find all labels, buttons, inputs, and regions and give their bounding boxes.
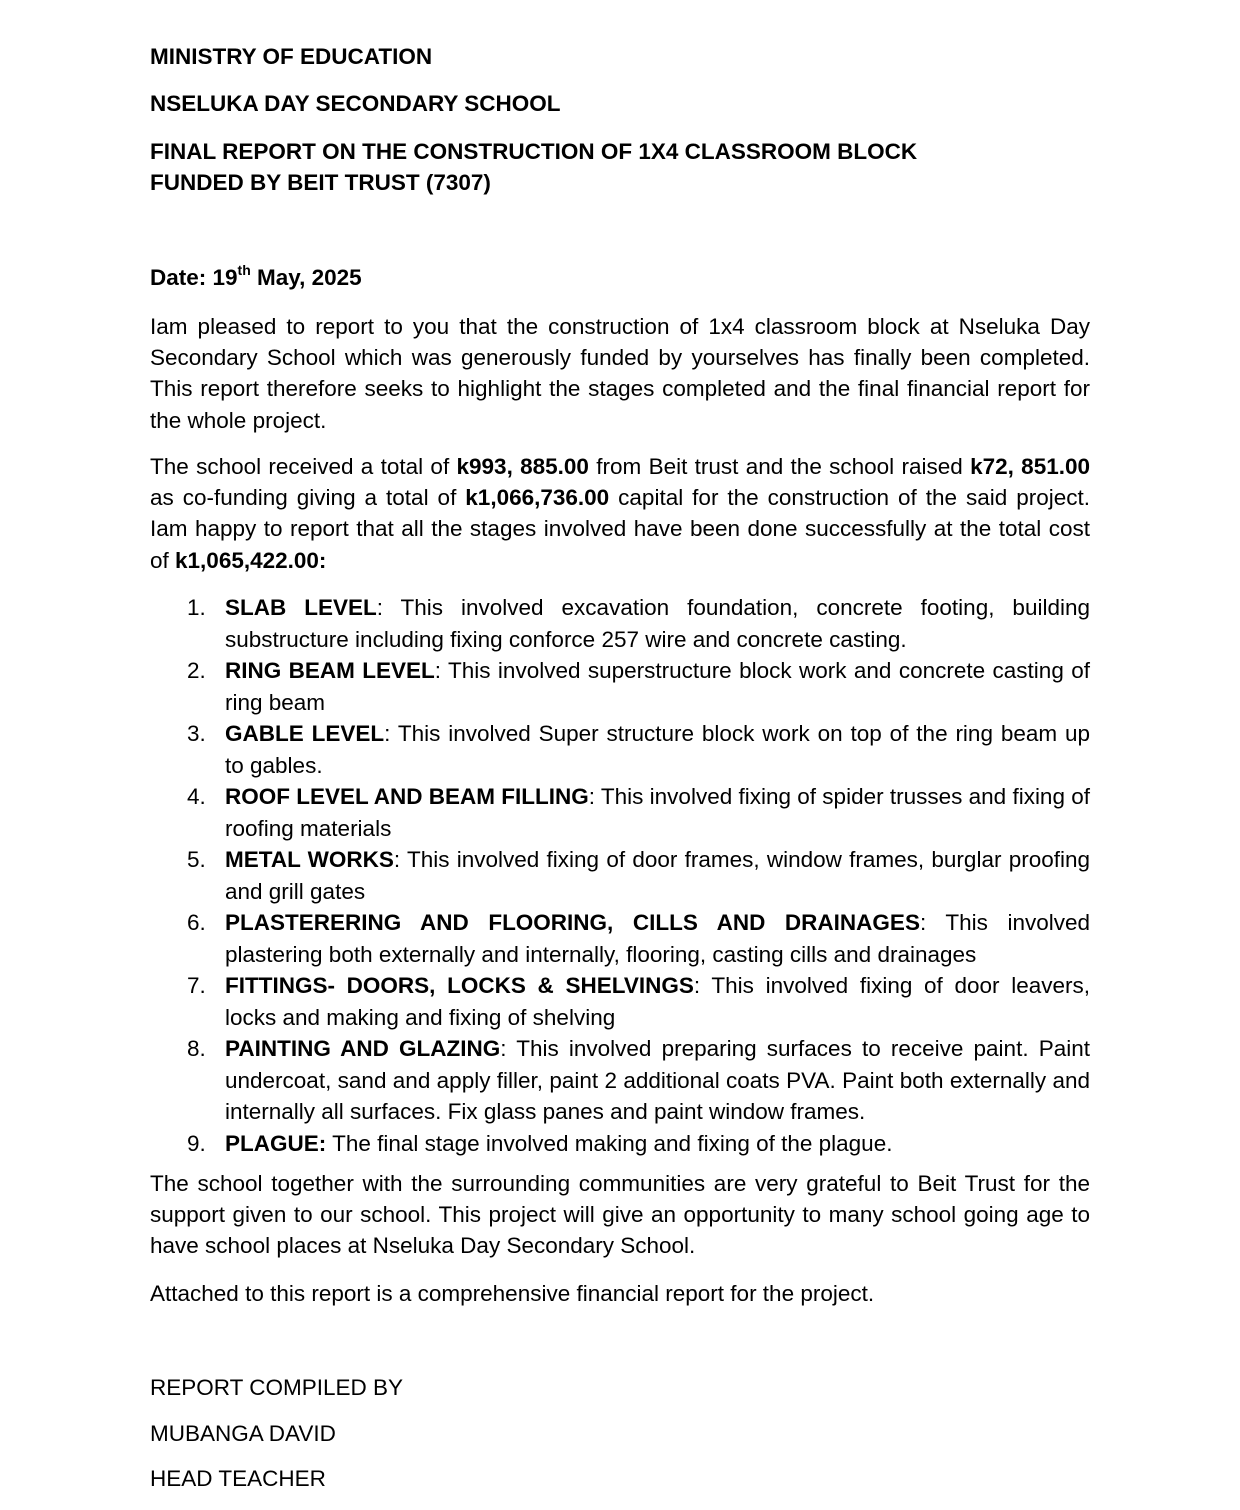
stage-title: FITTINGS- DOORS, LOCKS & SHELVINGS [225,973,694,998]
funding-text-4: capital for the construction of the said project. Iam happy to report that all the stages involved have been done successfully at the total cost of [150,485,1090,573]
attachment-note: Attached to this report is a comprehensive financial report for the project. [150,1281,875,1306]
stage-description: The final stage involved making and fixing of the plague. [326,1130,893,1156]
stage-number: 4. [187,784,206,809]
date-label: Date: 19 [150,265,238,290]
stage-description: : This involved preparing surfaces to receive paint. Paint undercoat, sand and apply filler, paint 2 additional coats PVA. Paint both externally and internally all surfaces. Fix glass panes and paint window frames. [225,1036,1090,1124]
stage-number: 7. [187,973,206,998]
stage-description: : This involved superstructure block work and concrete casting of ring beam [225,658,1090,715]
stage-description: : This involved fixing of door frames, window frames, burglar proofing and grill gates [225,847,1091,904]
report-title-line-1: FINAL REPORT ON THE CONSTRUCTION OF 1X4 CLASSROOM BLOCK [150,139,918,164]
compiler-name: MUBANGA DAVID [150,1421,336,1446]
stage-number: 3. [187,721,206,746]
list-item [150,844,1090,907]
stage-description: : This involved excavation foundation, concrete footing, building substructure including fixing conforce 257 wire and concrete casting. [225,595,1090,652]
stage-title: PAINTING AND GLAZING [225,1036,501,1061]
date-rest: May, 2025 [250,265,362,290]
stage-description: : This involved plastering both externally and internally, flooring, casting cills and drainages [225,910,1091,967]
report-date [150,262,362,293]
amount-cofunding: k72, 851.00 [970,454,1090,479]
stage-number: 6. [187,910,206,935]
stage-number: 1. [187,595,206,620]
list-item [150,1033,1090,1128]
list-item [150,592,1090,655]
funding-paragraph [150,451,1090,576]
school-heading: NSELUKA DAY SECONDARY SCHOOL [150,91,561,116]
amount-total-cost: k1,065,422.00: [175,547,327,573]
stage-title: METAL WORKS [225,847,394,872]
compiler-position: HEAD TEACHER [150,1466,326,1491]
stage-number: 9. [187,1130,206,1156]
funding-text-3: as co-funding giving a total of [150,485,466,511]
date-ordinal-suffix: th [237,261,251,278]
list-item [150,655,1090,718]
list-item [150,718,1090,781]
funding-text-1: The school received a total of [150,454,457,479]
stage-description: : This involved Super structure block work on top of the ring beam up to gables. [225,721,1090,778]
gratitude-paragraph: The school together with the surrounding communities are very grateful to Beit Trust for the support given to our school. This project will give an opportunity to many school going age to have school places at Nseluka Day Secondary School. [150,1171,1090,1259]
intro-paragraph: Iam pleased to report to you that the construction of 1x4 classroom block at Nseluka Day Secondary School which was generously funded by yourselves has finally been completed. This report therefore seeks to highlight the stages completed and the final financial report for the whole project. [150,314,1090,433]
funding-text-2: from Beit trust and the school raised [588,454,971,479]
ministry-heading: MINISTRY OF EDUCATION [150,44,433,69]
stage-title: ROOF LEVEL AND BEAM FILLING [225,784,589,809]
stage-title: PLAGUE: [225,1130,327,1156]
construction-stages-list [150,592,1090,1159]
stage-title: SLAB LEVEL [225,595,377,620]
list-item [150,781,1090,844]
report-title-line-2: FUNDED BY BEIT TRUST (7307) [150,170,491,195]
amount-total-capital: k1,066,736.00 [465,485,610,511]
stage-title: RING BEAM LEVEL [225,658,435,683]
stage-title: PLASTERERING AND FLOORING, CILLS AND DRAINAGES [225,910,920,935]
stage-description: : This involved fixing of door leavers, locks and making and fixing of shelving [225,973,1090,1030]
list-item [150,1128,1090,1160]
compiled-by-label: REPORT COMPILED BY [150,1375,403,1400]
list-item [150,970,1090,1033]
stage-number: 5. [187,847,206,872]
list-item [150,907,1090,970]
stage-number: 2. [187,658,206,683]
stage-number: 8. [187,1036,206,1061]
amount-beit-trust: k993, 885.00 [456,454,589,479]
stage-title: GABLE LEVEL [225,721,385,746]
stage-description: : This involved fixing of spider trusses and fixing of roofing materials [225,784,1090,841]
